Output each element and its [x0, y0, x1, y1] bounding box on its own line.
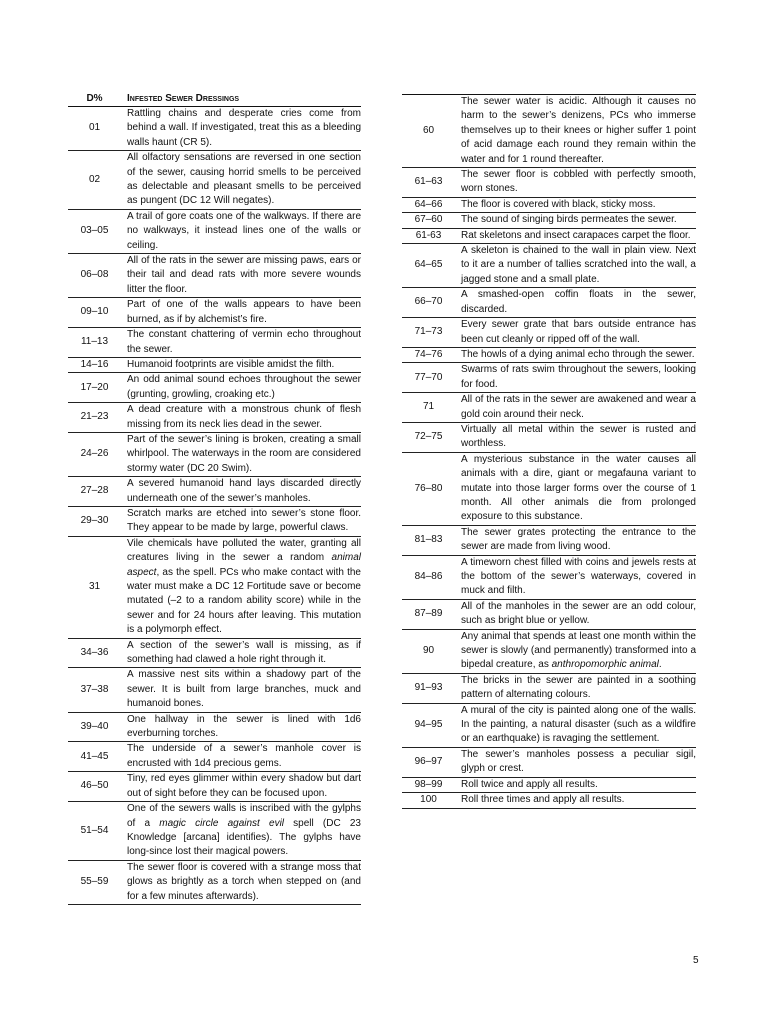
roll-range: 11–13: [68, 328, 121, 358]
table-row: [68, 772, 361, 802]
description-text: A mural of the city is painted along one of the walls. In the painting, a natural disaster (such as a wildfire or an earthquake) is ravaging the settlement.: [461, 704, 696, 745]
table-row: [68, 638, 361, 668]
roll-range: 24–26: [68, 432, 121, 476]
dressing-description: [455, 452, 696, 525]
dressing-description: [121, 638, 361, 668]
roll-range: 09–10: [68, 298, 121, 328]
sewer-dressings-table-left: [68, 93, 361, 905]
description-text: The sewer floor is covered with a strange moss that glows as brightly as a torch when stepped on (and for a few minutes afterwards).: [127, 861, 361, 902]
table-row: [402, 555, 696, 599]
table-row: [402, 228, 696, 243]
dressing-description: [455, 318, 696, 348]
table-row: [68, 860, 361, 904]
table-row: [68, 742, 361, 772]
description-text: Every sewer grate that bars outside entrance has been cut cleanly or ripped off of the wall.: [461, 319, 696, 345]
description-text: Tiny, red eyes glimmer within every shadow but dart out of sight before they can be focused upon.: [127, 773, 361, 799]
description-text: All of the rats in the sewer are awakened and wear a gold coin around their neck.: [461, 394, 696, 420]
dressing-description: [455, 347, 696, 362]
table-row: [68, 668, 361, 712]
roll-range: 51–54: [68, 802, 121, 861]
table-row: [402, 525, 696, 555]
description-text: The floor is covered with black, sticky moss.: [461, 198, 656, 210]
description-text: The sound of singing birds permeates the sewer.: [461, 214, 677, 226]
left-column: [68, 93, 361, 905]
description-text: Swarms of rats swim throughout the sewers, looking for food.: [461, 364, 696, 390]
table-row: [402, 422, 696, 452]
description-text: The sewer’s manholes possess a peculiar sigil, glyph or crest.: [461, 748, 696, 775]
dressing-description: [121, 742, 361, 772]
dressing-description: [455, 793, 696, 808]
table-row: [402, 793, 696, 808]
dressing-description: [121, 403, 361, 433]
description-text: Rat skeletons and insect carapaces carpet the floor.: [461, 229, 691, 241]
description-text: A section of the sewer’s wall is missing, as if something had clawed a hole right through it.: [127, 639, 361, 666]
roll-range: 94–95: [402, 703, 455, 747]
dressing-description: [121, 298, 361, 328]
description-text: All of the rats in the sewer are missing paws, ears or their tail and dead rats with more severe wounds litter the floor.: [127, 255, 361, 295]
roll-range: 03–05: [68, 209, 121, 253]
dressing-description: [455, 555, 696, 599]
description-text: A massive nest sits within a shadowy part of the sewer. It is built from large branches, muck and humanoid bones.: [127, 669, 361, 710]
table-row: [402, 318, 696, 348]
description-text: .: [658, 659, 662, 671]
table-row: [68, 209, 361, 253]
dressing-description: [455, 629, 696, 673]
description-text: Roll three times and apply all results.: [461, 794, 625, 806]
spell-name: anthropomorphic animal: [551, 659, 659, 671]
table-row: [402, 599, 696, 629]
description-text: Any animal that spends at least one month within the sewer is slowly (and permanently) transformed into a bipedal creature, as: [461, 630, 696, 671]
table-title-header: Infested Sewer Dressings: [121, 93, 361, 107]
table-row: [402, 244, 696, 288]
table-row: [68, 536, 361, 638]
right-column: [402, 94, 696, 809]
dressing-description: [455, 599, 696, 629]
table-row: [68, 802, 361, 861]
dressing-description: [455, 747, 696, 777]
description-text: Part of the sewer’s lining is broken, creating a small whirlpool. The waterways in the room are considered stormy water (DC 20 Swim).: [127, 433, 361, 474]
description-text: An odd animal sound echoes throughout the sewer (grunting, growling, croaking etc.): [127, 374, 361, 400]
description-text: spell (DC 23 Knowledge [arcana] identifies). The gylphs have long-since lost their magical powers.: [127, 817, 361, 858]
table-row: [68, 357, 361, 372]
description-text: A smashed-open coffin floats in the sewer, discarded.: [461, 289, 696, 315]
dressing-description: [455, 244, 696, 288]
table-row: [68, 432, 361, 476]
table-header-row: [68, 93, 361, 107]
dressing-description: [121, 373, 361, 403]
table-row: [402, 673, 696, 703]
roll-range: 76–80: [402, 452, 455, 525]
roll-range: 71: [402, 393, 455, 423]
table-row: [68, 477, 361, 507]
roll-range: 41–45: [68, 742, 121, 772]
table-row: [68, 107, 361, 151]
description-text: Scratch marks are etched into sewer’s stone floor. They appear to be made by large, powerful claws.: [127, 507, 361, 534]
table-row: [68, 712, 361, 742]
description-text: All of the manholes in the sewer are an odd colour, such as bright blue or yellow.: [461, 600, 696, 627]
page-number: 5: [693, 955, 699, 966]
dressing-description: [121, 151, 361, 210]
roll-range: 98–99: [402, 777, 455, 792]
table-row: [68, 328, 361, 358]
description-text: Part of one of the walls appears to have been burned, as if by alchemist’s fire.: [127, 299, 361, 325]
description-text: The sewer floor is cobbled with perfectly smooth, worn stones.: [461, 169, 696, 195]
spell-name: magic circle against evil: [159, 817, 285, 829]
dressing-description: [121, 107, 361, 151]
roll-range: 06–08: [68, 254, 121, 298]
roll-range: 81–83: [402, 525, 455, 555]
table-row: [402, 347, 696, 362]
dressing-description: [455, 363, 696, 393]
dressing-description: [121, 668, 361, 712]
description-text: A timeworn chest filled with coins and jewels rests at the bottom of the sewer’s waterways, covered in muck and filth.: [461, 556, 696, 597]
roll-range: 46–50: [68, 772, 121, 802]
dressing-description: [455, 703, 696, 747]
dressing-description: [455, 213, 696, 228]
table-row: [402, 95, 696, 168]
roll-column-header: D%: [68, 93, 121, 107]
dressing-description: [121, 432, 361, 476]
roll-range: 60: [402, 95, 455, 168]
description-text: Vile chemicals have polluted the water, granting all creatures living in the sewer a random: [127, 537, 361, 564]
roll-range: 39–40: [68, 712, 121, 742]
description-text: Roll twice and apply all results.: [461, 778, 598, 790]
dressing-description: [121, 772, 361, 802]
table-row: [402, 168, 696, 198]
roll-range: 64–66: [402, 197, 455, 212]
table-row: [68, 151, 361, 210]
table-row: [402, 703, 696, 747]
table-row: [402, 629, 696, 673]
roll-range: 17–20: [68, 373, 121, 403]
spell-name: animal aspect: [127, 552, 361, 578]
dressing-description: [121, 802, 361, 861]
description-text: Rattling chains and desperate cries come from behind a wall. If investigated, treat this as a bleeding walls haunt (CR 5).: [127, 108, 361, 148]
roll-range: 61-63: [402, 228, 455, 243]
roll-range: 31: [68, 536, 121, 638]
description-text: A dead creature with a monstrous chunk of flesh missing from its neck lies dead in the sewer.: [127, 404, 361, 430]
description-text: The bricks in the sewer are painted in a soothing pattern of alternating colours.: [461, 674, 696, 701]
dressing-description: [455, 777, 696, 792]
table-row: [68, 506, 361, 536]
roll-range: 90: [402, 629, 455, 673]
dressing-description: [455, 422, 696, 452]
dressing-description: [121, 477, 361, 507]
table-row: [402, 288, 696, 318]
right-table-body: [402, 95, 696, 809]
dressing-description: [121, 712, 361, 742]
roll-range: 61–63: [402, 168, 455, 198]
roll-range: 96–97: [402, 747, 455, 777]
description-text: A mysterious substance in the water causes all animals with a dire, giant or megafauna variant to mutate into those larger forms over the course of 1 month. All other animals die from prolonged exposure to this substance.: [461, 453, 696, 523]
table-row: [402, 452, 696, 525]
table-row: [402, 777, 696, 792]
roll-range: 14–16: [68, 357, 121, 372]
left-table-body: [68, 107, 361, 905]
dressing-description: [455, 168, 696, 198]
dressing-description: [455, 525, 696, 555]
roll-range: 71–73: [402, 318, 455, 348]
description-text: Humanoid footprints are visible amidst the filth.: [127, 358, 335, 370]
table-row: [68, 403, 361, 433]
roll-range: 84–86: [402, 555, 455, 599]
roll-range: 91–93: [402, 673, 455, 703]
table-row: [68, 373, 361, 403]
dressing-description: [455, 95, 696, 168]
table-row: [402, 747, 696, 777]
roll-range: 02: [68, 151, 121, 210]
description-text: The sewer grates protecting the entrance to the sewer are made from living wood.: [461, 526, 696, 553]
roll-range: 27–28: [68, 477, 121, 507]
roll-range: 55–59: [68, 860, 121, 904]
roll-range: 21–23: [68, 403, 121, 433]
roll-range: 100: [402, 793, 455, 808]
description-text: Virtually all metal within the sewer is rusted and worthless.: [461, 423, 696, 450]
dressing-description: [121, 506, 361, 536]
description-text: A trail of gore coats one of the walkways. If there are no walkways, it instead lines one of the walls or ceiling.: [127, 210, 361, 251]
dressing-description: [455, 288, 696, 318]
description-text: The underside of a sewer’s manhole cover is encrusted with 1d4 precious gems.: [127, 743, 361, 769]
dressing-description: [455, 228, 696, 243]
description-text: All olfactory sensations are reversed in one section of the sewer, causing horrid smells to be perceived as delectable and pleasant smells to be perceived as pungent (DC 12 Will negates).: [127, 152, 361, 207]
dressing-description: [121, 536, 361, 638]
description-text: One of the sewers walls is inscribed with the gylphs of a: [127, 803, 361, 829]
description-text: The constant chattering of vermin echo throughout the sewer.: [127, 329, 361, 355]
roll-range: 74–76: [402, 347, 455, 362]
dressing-description: [121, 209, 361, 253]
roll-range: 64–65: [402, 244, 455, 288]
table-row: [68, 298, 361, 328]
sewer-dressings-table-right: [402, 94, 696, 809]
dressing-description: [121, 860, 361, 904]
table-row: [68, 254, 361, 298]
dressing-description: [121, 254, 361, 298]
roll-range: 77–70: [402, 363, 455, 393]
roll-range: 29–30: [68, 506, 121, 536]
dressing-description: [121, 328, 361, 358]
dressing-description: [121, 357, 361, 372]
roll-range: 37–38: [68, 668, 121, 712]
dressing-description: [455, 393, 696, 423]
description-text: One hallway in the sewer is lined with 1d6 everburning torches.: [127, 713, 361, 740]
roll-range: 72–75: [402, 422, 455, 452]
description-text: A skeleton is chained to the wall in plain view. Next to it are a number of tallies scratched into the wall, a jagged stone and a small plate.: [461, 245, 696, 285]
description-text: , as the spell. PCs who make contact with the water must make a DC 12 Fortitude save or become mutated (–2 to a random ability score) while in the sewer and for 24 hours after leaving. This mutation is a polymorph effect.: [127, 566, 361, 636]
description-text: The howls of a dying animal echo through the sewer.: [461, 348, 695, 360]
roll-range: 01: [68, 107, 121, 151]
roll-range: 66–70: [402, 288, 455, 318]
description-text: A severed humanoid hand lays discarded directly underneath one of the sewer’s manholes.: [127, 478, 361, 504]
dressing-description: [455, 197, 696, 212]
table-row: [402, 213, 696, 228]
table-row: [402, 197, 696, 212]
roll-range: 67–60: [402, 213, 455, 228]
dressing-description: [455, 673, 696, 703]
table-row: [402, 393, 696, 423]
table-row: [402, 363, 696, 393]
roll-range: 87–89: [402, 599, 455, 629]
roll-range: 34–36: [68, 638, 121, 668]
description-text: The sewer water is acidic. Although it causes no harm to the sewer’s denizens, PCs who immerse themselves up to their knees or higher suffer 1 point of acid damage each round they remain within the water and for 1 round thereafter.: [461, 96, 696, 165]
